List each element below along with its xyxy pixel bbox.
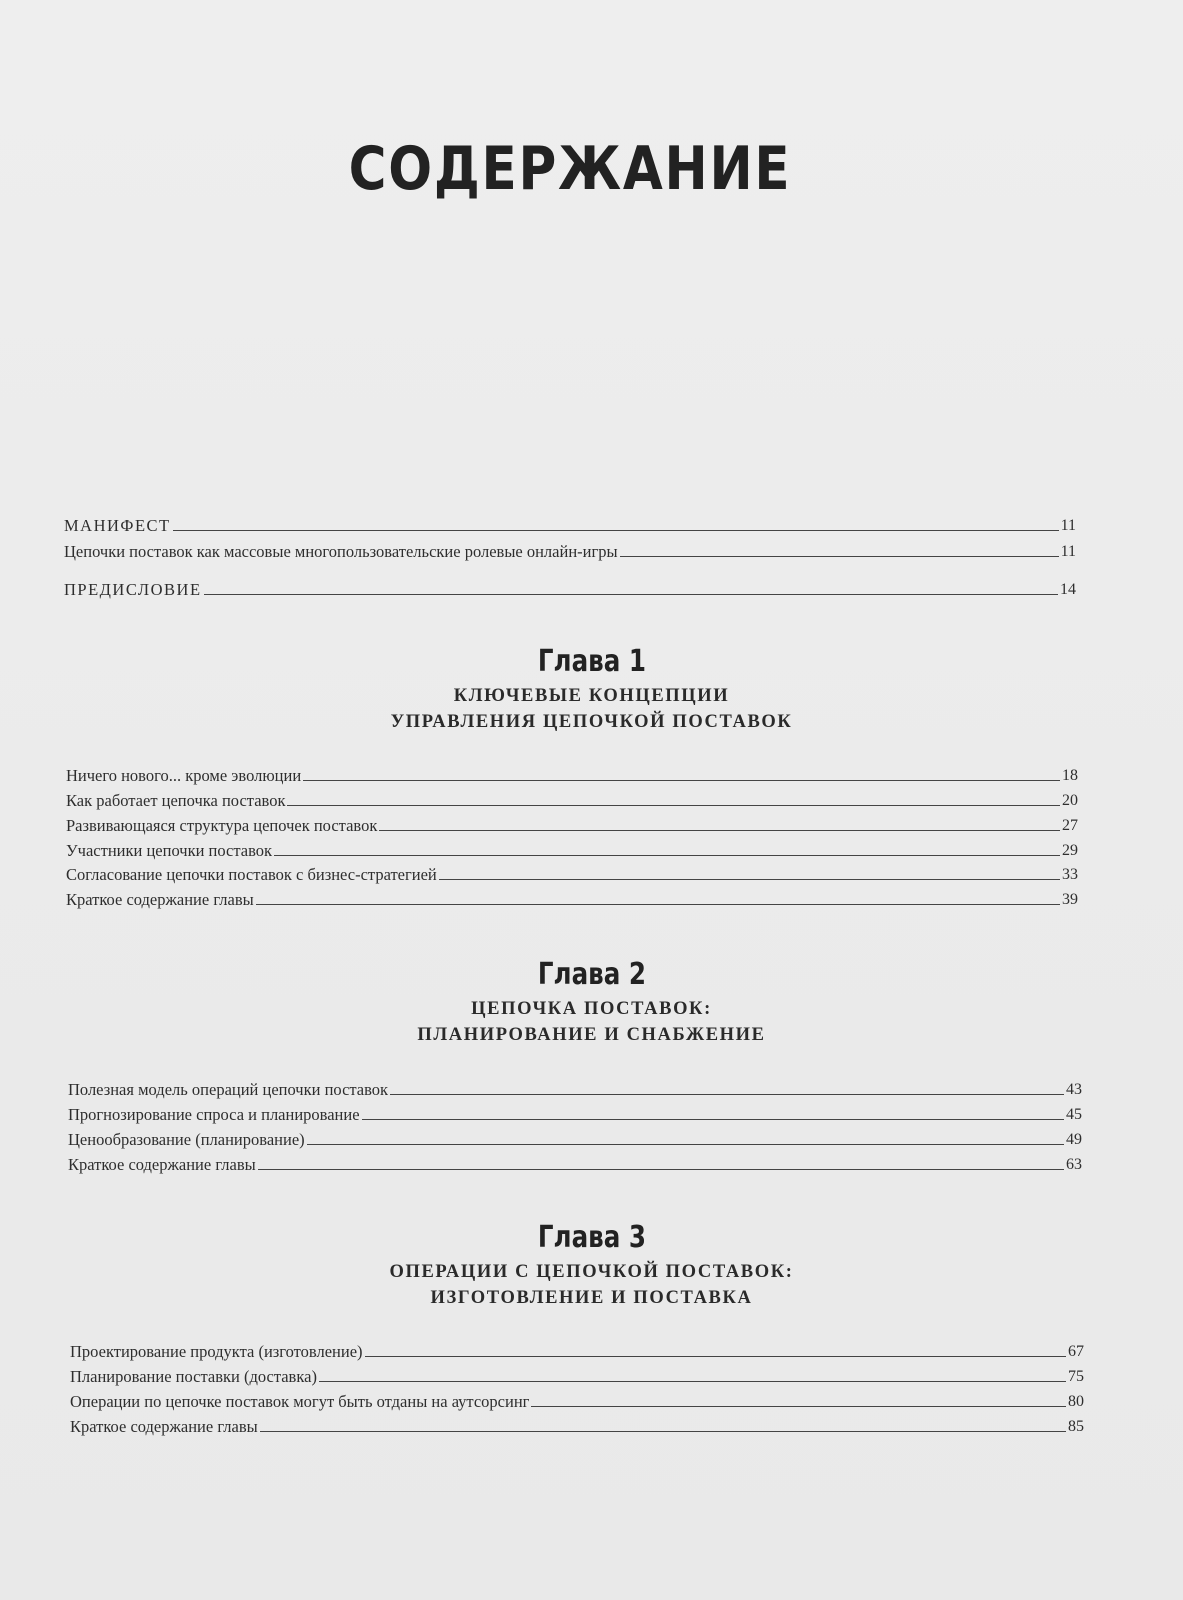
toc-entry-manifest[interactable] [64,512,1076,536]
chapter-label: Глава 1 [537,644,646,679]
dot-leader [260,1431,1066,1432]
toc-entry[interactable] [68,1151,1082,1175]
chapter-1-heading [0,644,1183,735]
toc-entry[interactable] [66,837,1078,861]
toc-page-number: 63 [1066,1156,1082,1173]
toc-entry-label: Полезная модель операций цепочки поставок [68,1080,389,1099]
toc-page-number: 33 [1062,866,1078,883]
toc-entry[interactable] [70,1413,1084,1437]
toc-entry-label: МАНИФЕСТ [64,516,171,535]
dot-leader [287,805,1060,806]
toc-entry[interactable] [66,886,1078,910]
dot-leader [173,530,1059,531]
toc-page-number: 11 [1060,543,1076,560]
dot-leader [362,1119,1064,1120]
toc-page-number: 27 [1062,817,1078,834]
toc-entry-label: Краткое содержание главы [68,1155,256,1174]
toc-entry-mmorpg[interactable] [64,538,1076,562]
dot-leader [379,830,1060,831]
toc-page-number: 67 [1068,1343,1084,1360]
dot-leader [365,1356,1066,1357]
toc-entry-label: Цепочки поставок как массовые многопользовательские ролевые онлайн-игры [64,542,618,561]
toc-entry-label: Согласование цепочки поставок с бизнес-стратегией [66,865,437,884]
toc-entry[interactable] [70,1338,1084,1362]
toc-page-number: 20 [1062,792,1078,809]
toc-page-number: 29 [1062,842,1078,859]
toc-entry-label: Ценообразование (планирование) [68,1130,305,1149]
dot-leader [620,556,1059,557]
dot-leader [256,904,1060,905]
toc-entry[interactable] [70,1388,1084,1412]
toc-entry-label: Планирование поставки (доставка) [70,1367,317,1386]
toc-page-number: 11 [1060,517,1076,534]
toc-entry-label: ПРЕДИСЛОВИЕ [64,580,202,599]
toc-entry[interactable] [68,1076,1082,1100]
toc-entry-label: Как работает цепочка поставок [66,791,286,810]
page-title: СОДЕРЖАНИЕ [348,134,792,204]
chapter-label: Глава 2 [537,957,646,992]
toc-entry-preface[interactable] [64,576,1076,600]
toc-entry-label: Краткое содержание главы [70,1417,258,1436]
toc-page-number: 80 [1068,1393,1084,1410]
toc-entry-label: Развивающаяся структура цепочек поставок [66,816,378,835]
dot-leader [319,1381,1066,1382]
toc-entry-label: Проектирование продукта (изготовление) [70,1342,363,1361]
dot-leader [303,780,1060,781]
toc-entry-label: Операции по цепочке поставок могут быть отданы на аутсорсинг [70,1392,530,1411]
toc-entry[interactable] [66,762,1078,786]
chapter-label: Глава 3 [537,1220,646,1255]
chapter-title-line: ИЗГОТОВЛЕНИЕ И ПОСТАВКА [430,1288,753,1308]
toc-page-number: 85 [1068,1418,1084,1435]
chapter-title-line: КЛЮЧЕВЫЕ КОНЦЕПЦИИ [453,686,730,706]
toc-entry-label: Прогнозирование спроса и планирование [68,1105,360,1124]
chapter-title-line: ПЛАНИРОВАНИЕ И СНАБЖЕНИЕ [417,1025,766,1045]
toc-page-number: 45 [1066,1106,1082,1123]
toc-page-number: 39 [1062,891,1078,908]
dot-leader [390,1094,1064,1095]
dot-leader [274,855,1060,856]
toc-entry[interactable] [66,812,1078,836]
toc-entry[interactable] [68,1101,1082,1125]
dot-leader [258,1169,1064,1170]
toc-page-number: 75 [1068,1368,1084,1385]
chapter-title-line: УПРАВЛЕНИЯ ЦЕПОЧКОЙ ПОСТАВОК [390,712,793,732]
toc-entry[interactable] [68,1126,1082,1150]
chapter-title-line: ЦЕПОЧКА ПОСТАВОК: [471,999,712,1019]
toc-entry-label: Краткое содержание главы [66,890,254,909]
toc-entry[interactable] [66,787,1078,811]
dot-leader [307,1144,1064,1145]
chapter-title-line: ОПЕРАЦИИ С ЦЕПОЧКОЙ ПОСТАВОК: [389,1262,794,1282]
toc-page-number: 14 [1060,581,1076,598]
toc-entry[interactable] [66,861,1078,885]
chapter-3-heading [0,1220,1183,1311]
dot-leader [439,879,1060,880]
dot-leader [204,594,1058,595]
toc-page-number: 18 [1062,767,1078,784]
chapter-2-heading [0,957,1183,1048]
dot-leader [531,1406,1066,1407]
toc-entry-label: Ничего нового... кроме эволюции [66,766,302,785]
toc-entry[interactable] [70,1363,1084,1387]
toc-page-number: 49 [1066,1131,1082,1148]
toc-entry-label: Участники цепочки поставок [66,841,273,860]
toc-page-number: 43 [1066,1081,1082,1098]
